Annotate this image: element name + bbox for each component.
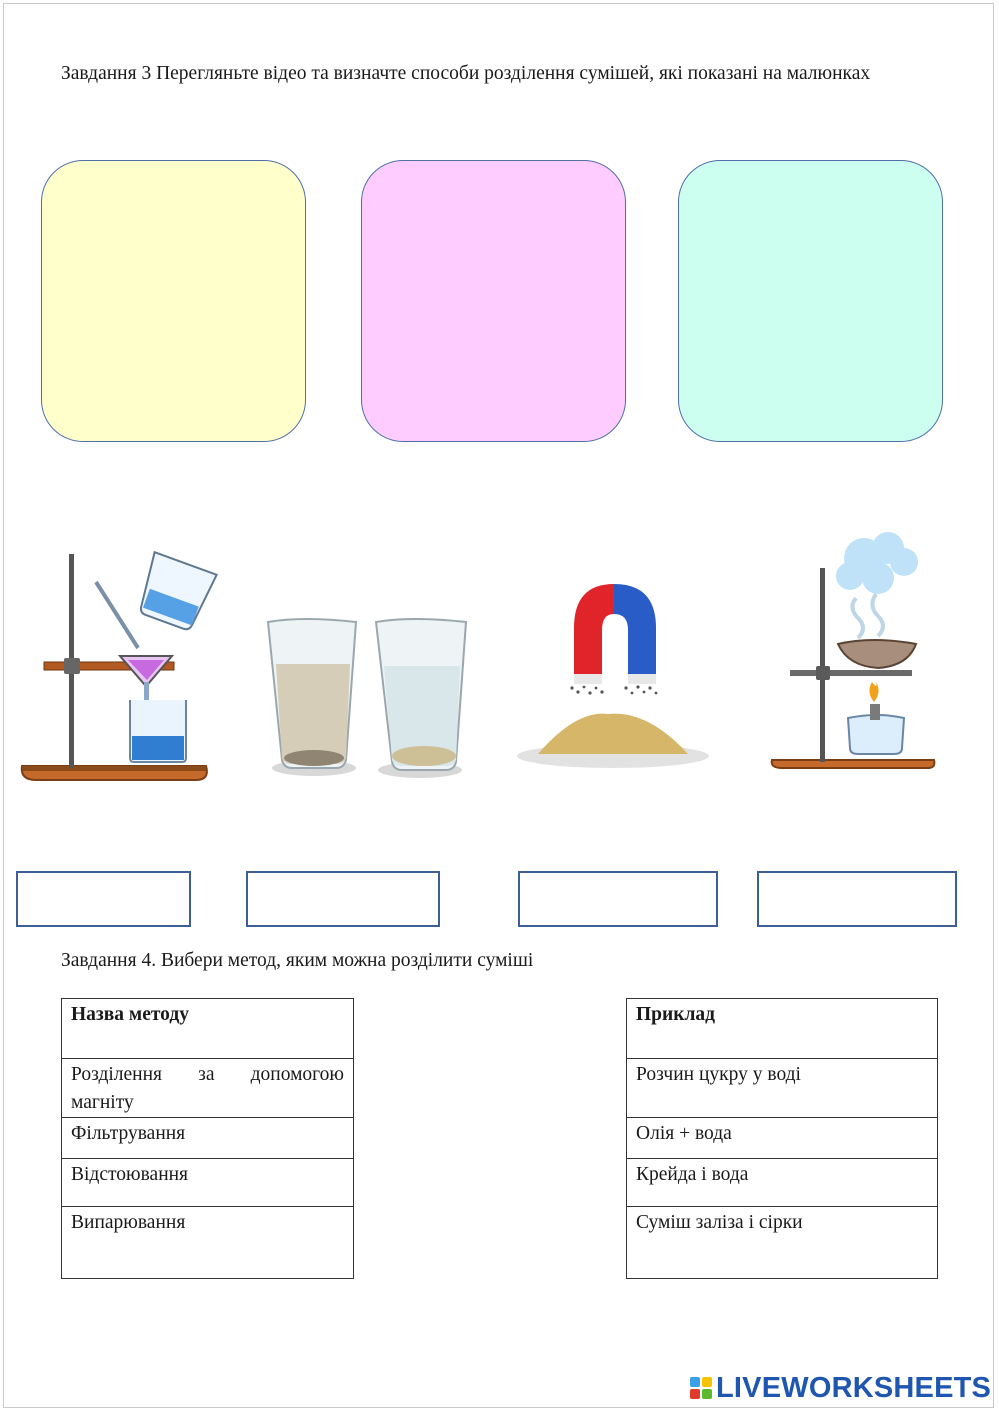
example-cell[interactable]: Розчин цукру у воді: [627, 1059, 938, 1118]
method-cell[interactable]: Відстоювання: [62, 1159, 354, 1207]
filtration-setup-icon: [16, 548, 221, 788]
answer-field-4[interactable]: [757, 871, 957, 927]
liveworksheets-logo: [690, 1372, 991, 1404]
magnet-over-sand-icon: [516, 578, 711, 774]
examples-table: [626, 998, 938, 1279]
methods-table: [61, 998, 354, 1279]
logo-blocks-icon: [690, 1377, 712, 1399]
task-4-instruction: Завдання 4. Вибери метод, яким можна розділити суміші: [61, 950, 534, 971]
answer-card-yellow[interactable]: [41, 160, 306, 442]
examples-header: Приклад: [627, 999, 938, 1059]
methods-header: Назва методу: [62, 999, 354, 1059]
method-cell[interactable]: Випарювання: [62, 1207, 354, 1279]
method-cell[interactable]: Розділення за допомогою магніту: [62, 1059, 354, 1118]
answer-card-pink[interactable]: [361, 160, 626, 442]
example-cell[interactable]: Суміш заліза і сірки: [627, 1207, 938, 1279]
brand-name: LIVEWORKSHEETS: [716, 1371, 992, 1404]
answer-field-1[interactable]: [16, 871, 191, 927]
example-cell[interactable]: Крейда і вода: [627, 1159, 938, 1207]
task-3-instruction: Завдання 3 Перегляньте відео та визначте способи розділення сумішей, які показані на малюнках: [61, 63, 871, 84]
example-cell[interactable]: Олія + вода: [627, 1118, 938, 1159]
evaporation-setup-icon: [768, 532, 938, 777]
answer-field-3[interactable]: [518, 871, 718, 927]
answer-field-2[interactable]: [246, 871, 440, 927]
answer-card-mint[interactable]: [678, 160, 943, 442]
settling-glasses-icon: [262, 612, 472, 782]
method-cell[interactable]: Фільтрування: [62, 1118, 354, 1159]
